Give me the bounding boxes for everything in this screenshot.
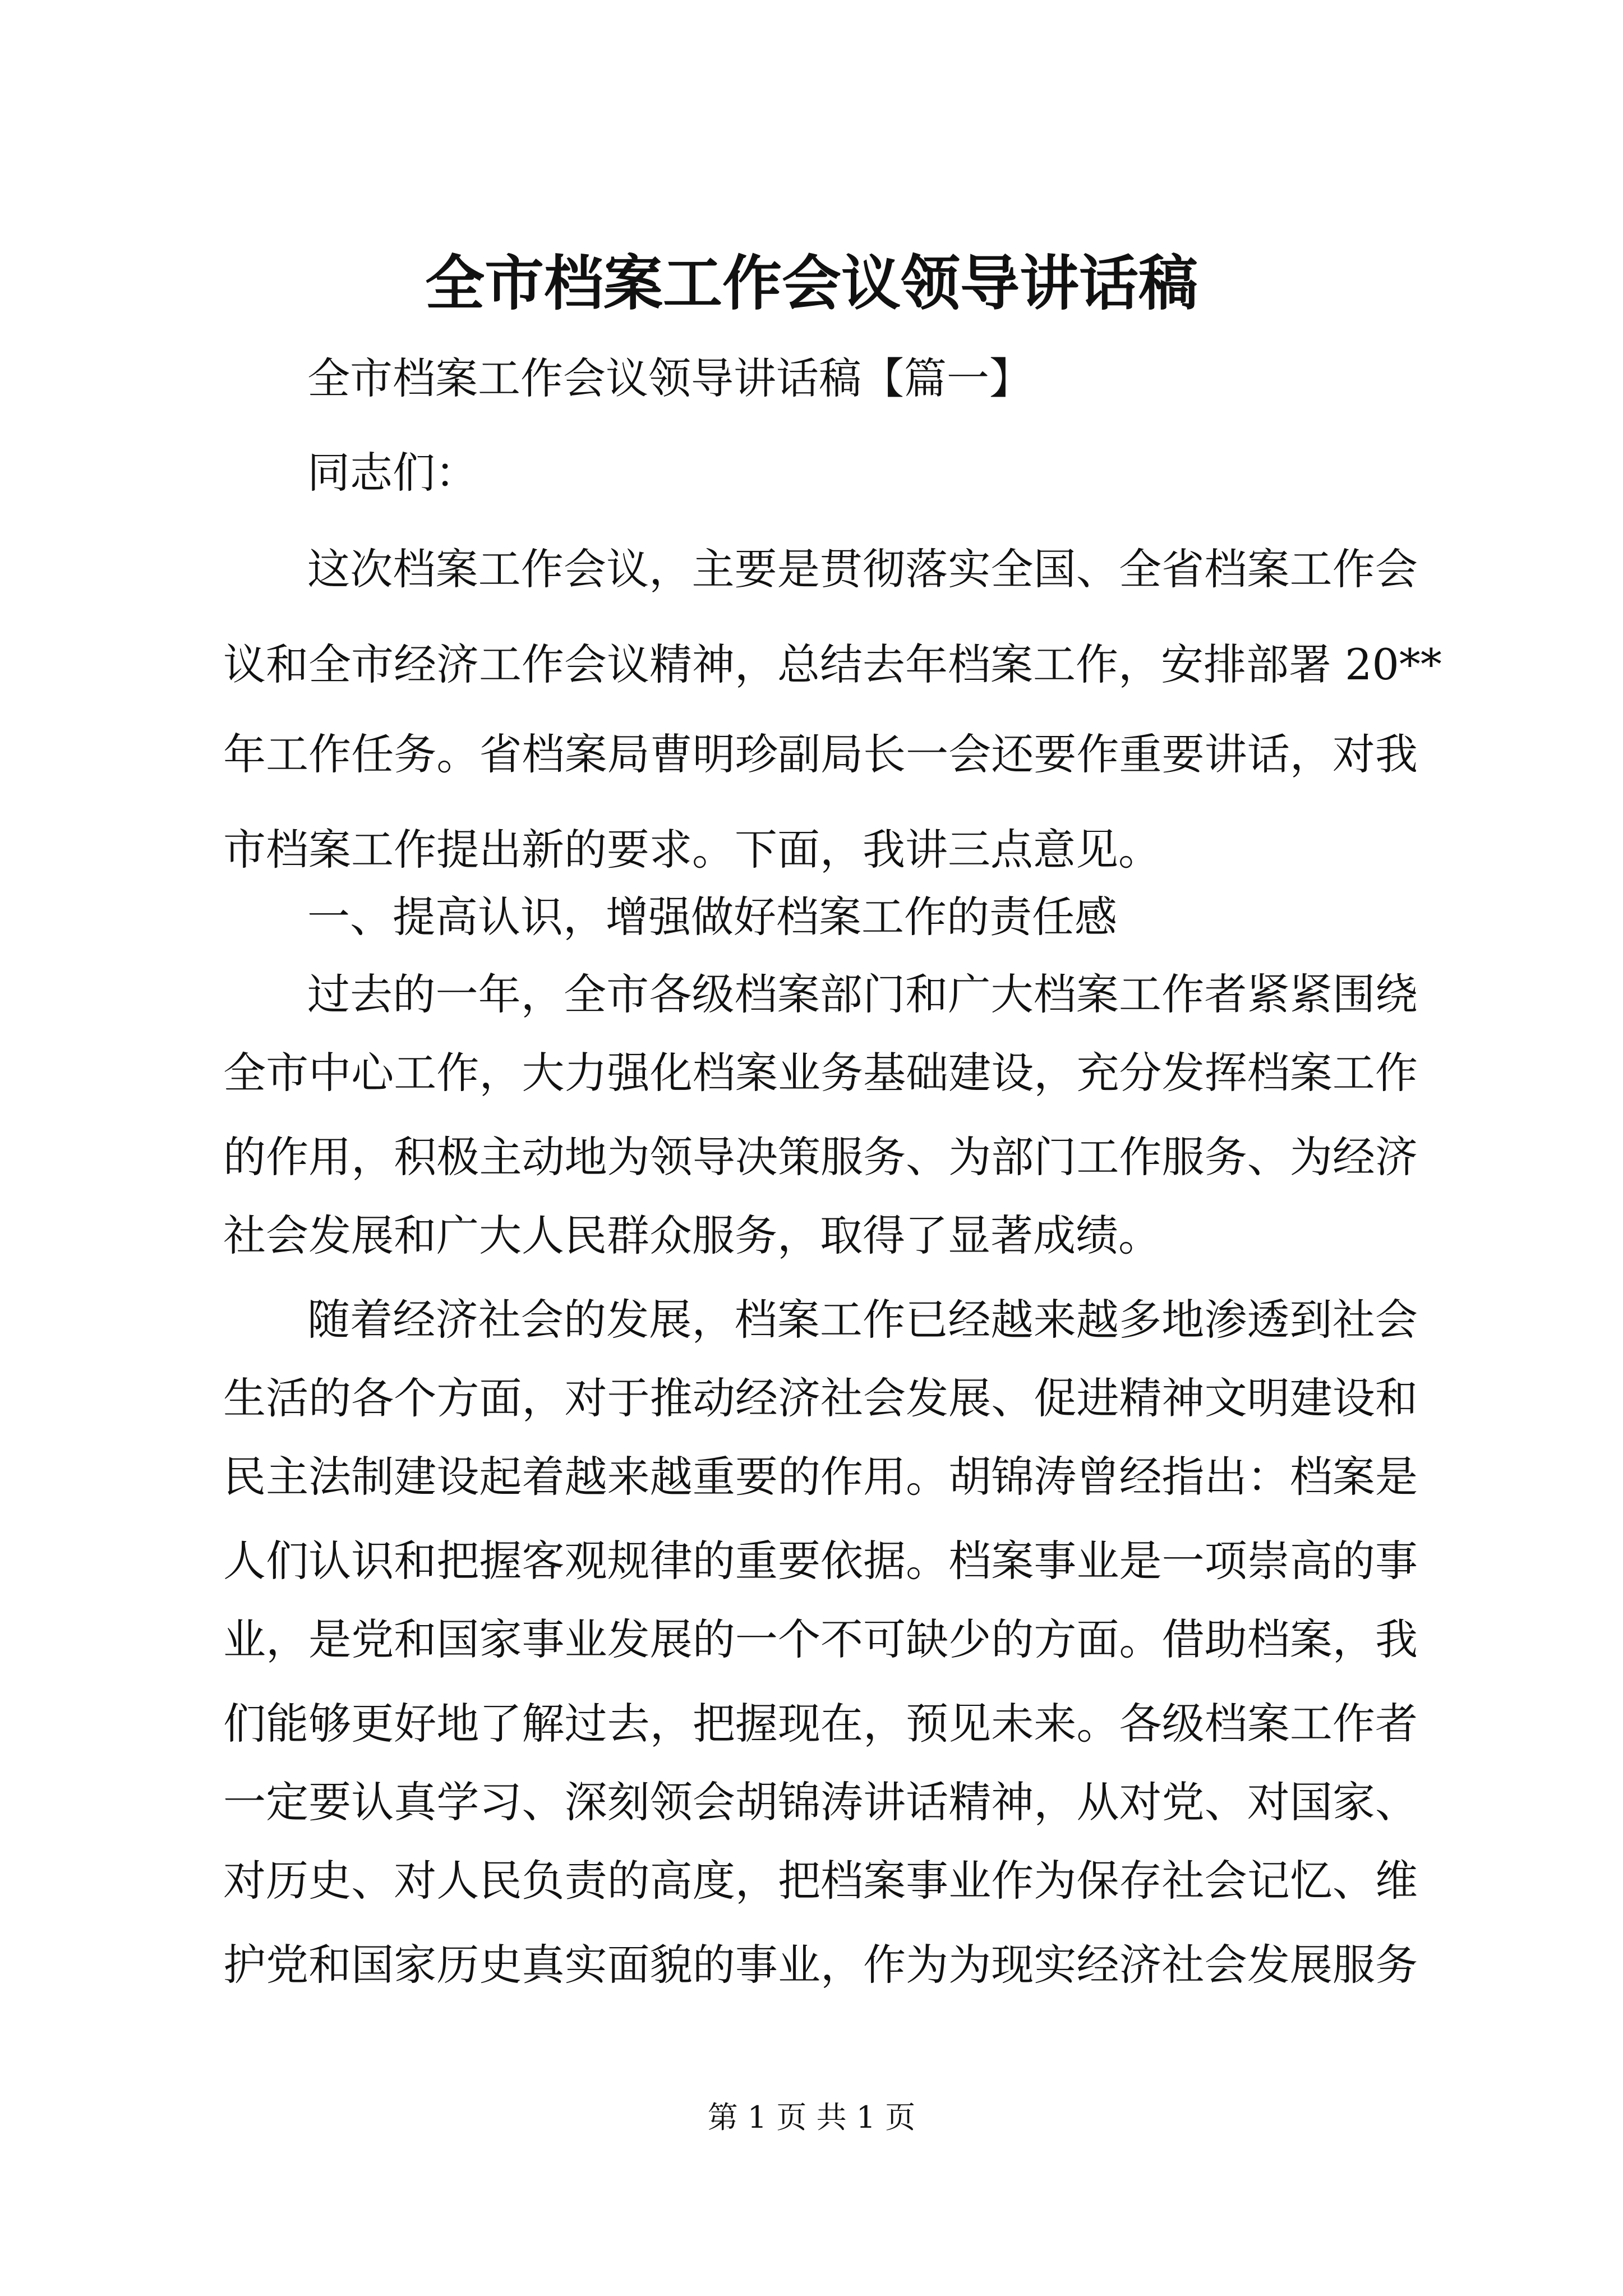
salutation: 同志们： — [307, 448, 478, 498]
page-footer: 第 1 页 共 1 页 — [707, 2100, 916, 2135]
document-subtitle: 全市档案工作会议领导讲话稿【篇一】 — [307, 353, 1032, 403]
paragraph-3-line-5: 业，是党和国家事业发展的一个不可缺少的方面。借助档案，我 — [223, 1614, 1418, 1664]
paragraph-3-line-4: 人们认识和把握客观规律的重要依据。档案事业是一项崇高的事 — [223, 1536, 1418, 1586]
document-title: 全市档案工作会议领导讲话稿 — [425, 248, 1198, 318]
paragraph-3-line-6: 们能够更好地了解过去，把握现在，预见未来。各级档案工作者 — [223, 1699, 1418, 1749]
paragraph-3-line-9: 护党和国家历史真实面貌的事业，作为为现实经济社会发展服务 — [223, 1940, 1418, 1990]
paragraph-3-line-7: 一定要认真学习、深刻领会胡锦涛讲话精神，从对党、对国家、 — [223, 1777, 1418, 1827]
paragraph-1-line-3: 年工作任务。省档案局曹明珍副局长一会还要作重要讲话，对我 — [223, 729, 1418, 779]
paragraph-1-line-4: 市档案工作提出新的要求。下面，我讲三点意见。 — [223, 825, 1161, 875]
section-heading-1: 一、提高认识，增强做好档案工作的责任感 — [307, 892, 1117, 942]
paragraph-1-line-2: 议和全市经济工作会议精神，总结去年档案工作，安排部署 20** — [223, 639, 1442, 689]
paragraph-2-line-2: 全市中心工作，大力强化档案业务基础建设，充分发挥档案工作 — [223, 1048, 1418, 1098]
paragraph-2-line-4: 社会发展和广大人民群众服务，取得了显著成绩。 — [223, 1211, 1161, 1260]
paragraph-2-line-3: 的作用，积极主动地为领导决策服务、为部门工作服务、为经济 — [223, 1132, 1418, 1182]
paragraph-1-line-1: 这次档案工作会议，主要是贯彻落实全国、全省档案工作会 — [307, 544, 1418, 594]
paragraph-3-line-1: 随着经济社会的发展，档案工作已经越来越多地渗透到社会 — [307, 1295, 1418, 1345]
paragraph-3-line-2: 生活的各个方面，对于推动经济社会发展、促进精神文明建设和 — [223, 1373, 1418, 1423]
paragraph-2-line-1: 过去的一年，全市各级档案部门和广大档案工作者紧紧围绕 — [307, 969, 1418, 1019]
paragraph-3-line-3: 民主法制建设起着越来越重要的作用。胡锦涛曾经指出：档案是 — [223, 1452, 1418, 1502]
paragraph-3-line-8: 对历史、对人民负责的高度，把档案事业作为保存社会记忆、维 — [223, 1856, 1418, 1906]
